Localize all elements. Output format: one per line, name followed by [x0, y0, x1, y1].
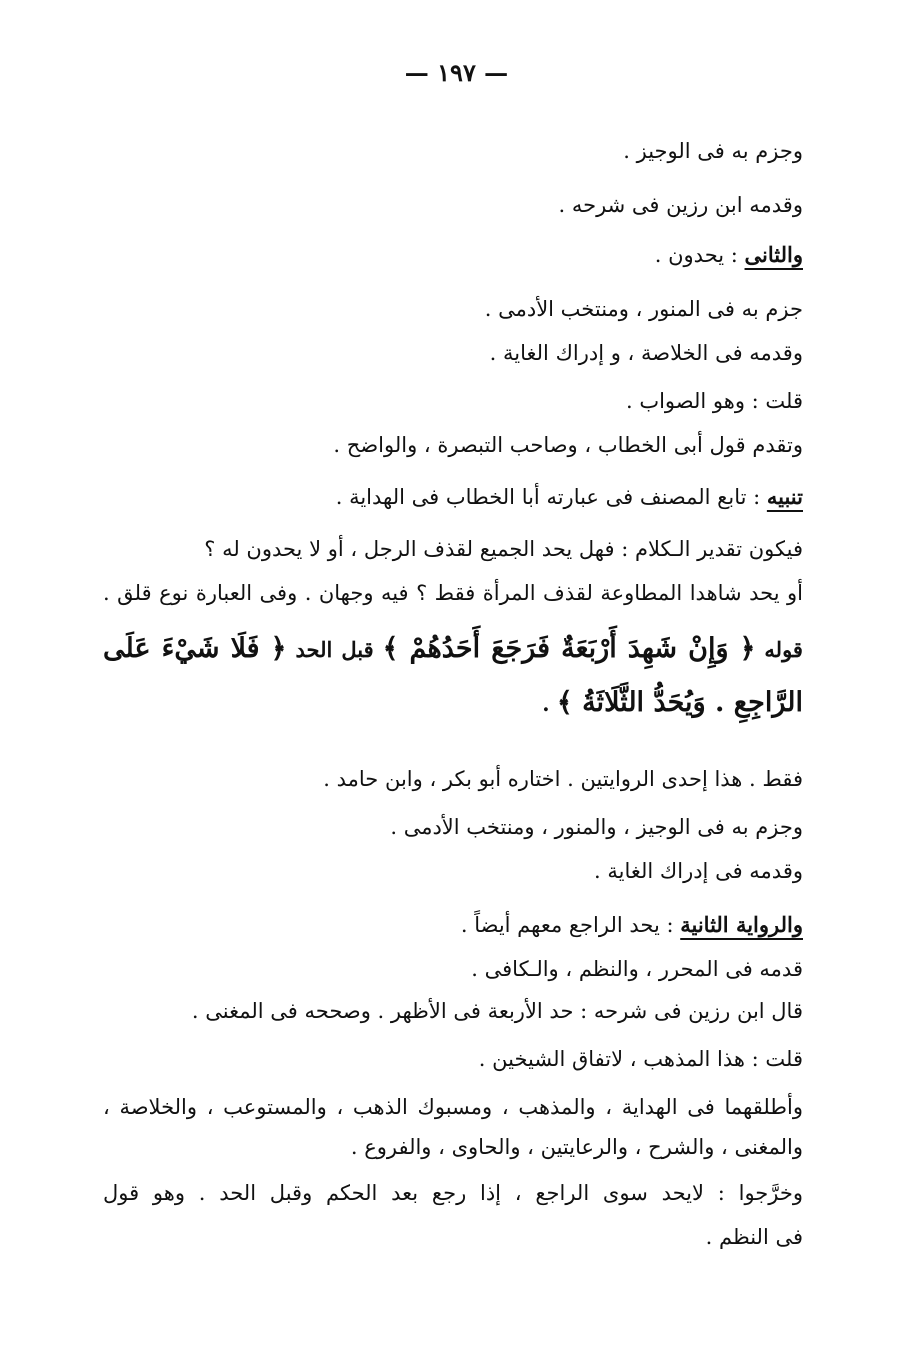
text-line: وجزم به فى الوجيز ، والمنور ، ومنتخب الأدمى . — [390, 815, 803, 839]
text-line: وخرَّجوا : لايحد سوى الراجع ، إذا رجع بعد الحكم وقبل الحد . وهو قول — [103, 1181, 803, 1205]
text-line: قدمه فى المحرر ، والنظم ، والـكافى . — [471, 957, 803, 981]
text-span: . — [542, 691, 557, 716]
text-span: : تابع المصنف فى عبارته أبا الخطاب فى الهداية . — [335, 485, 767, 509]
text-line: قال ابن رزين فى شرحه : حد الأربعة فى الأظهر . وصححه فى المغنى . — [191, 999, 803, 1023]
text-line: فقط . هذا إحدى الروايتين . اختاره أبو بكر ، وابن حامد . — [323, 767, 803, 791]
text-line: وقدمه فى الخلاصة ، و إدراك الغاية . — [489, 341, 803, 365]
text-line: وتقدم قول أبى الخطاب ، وصاحب التبصرة ، والواضح . — [333, 433, 803, 457]
text-line — [655, 240, 803, 270]
quran-line — [103, 626, 803, 673]
text-line: وجزم به فى الوجيز . — [623, 139, 803, 163]
quran-quote: ﴿ وَإِنْ شَهِدَ أَرْبَعَةٌ فَرَجَعَ أَحَدُهُمْ ﴾ — [382, 633, 756, 664]
note-label: تنبيه — [766, 484, 803, 509]
text-line: فيكون تقدير الـكلام : فهل يحد الجميع لقذف الرجل ، أو لا يحدون له ؟ — [204, 537, 803, 561]
text-span: : يحدون . — [654, 243, 745, 267]
section-label-second-narration: والرواية الثانية — [680, 912, 803, 937]
section-label-second: والثانى — [744, 242, 803, 267]
text-line: جزم به فى المنور ، ومنتخب الأدمى . — [484, 297, 803, 321]
text-line: فى النظم . — [705, 1225, 803, 1249]
quran-quote: الرَّاجِعِ . وَيُحَدُّ الثَّلَاثَةُ ﴾ — [556, 687, 803, 718]
text-line — [336, 482, 803, 512]
page-number: — ١٩٧ — — [404, 58, 509, 87]
text-line — [461, 910, 803, 940]
text-span: قوله — [755, 637, 803, 662]
text-line: قلت : وهو الصواب . — [625, 389, 803, 413]
text-line: قلت : هذا المذهب ، لاتفاق الشيخين . — [478, 1047, 803, 1071]
text-span: قبل الحد — [286, 637, 383, 662]
text-line: وأطلقهما فى الهداية ، والمذهب ، ومسبوك الذهب ، والمستوعب ، والخلاصة ، — [103, 1095, 803, 1119]
text-line: وقدمه فى إدراك الغاية . — [594, 859, 803, 883]
text-line: والمغنى ، والشرح ، والرعايتين ، والحاوى ، والفروع . — [350, 1135, 803, 1159]
text-span: : يحد الراجع معهم أيضاً . — [460, 913, 681, 937]
text-line: وقدمه ابن رزين فى شرحه . — [558, 193, 803, 217]
quran-quote: ﴿ فَلَا شَيْءَ عَلَى — [103, 633, 287, 664]
text-line: أو يحد شاهدا المطاوعة لقذف المرأة فقط ؟ فيه وجهان . وفى العبارة نوع قلق . — [103, 581, 803, 605]
quran-line — [103, 680, 803, 727]
